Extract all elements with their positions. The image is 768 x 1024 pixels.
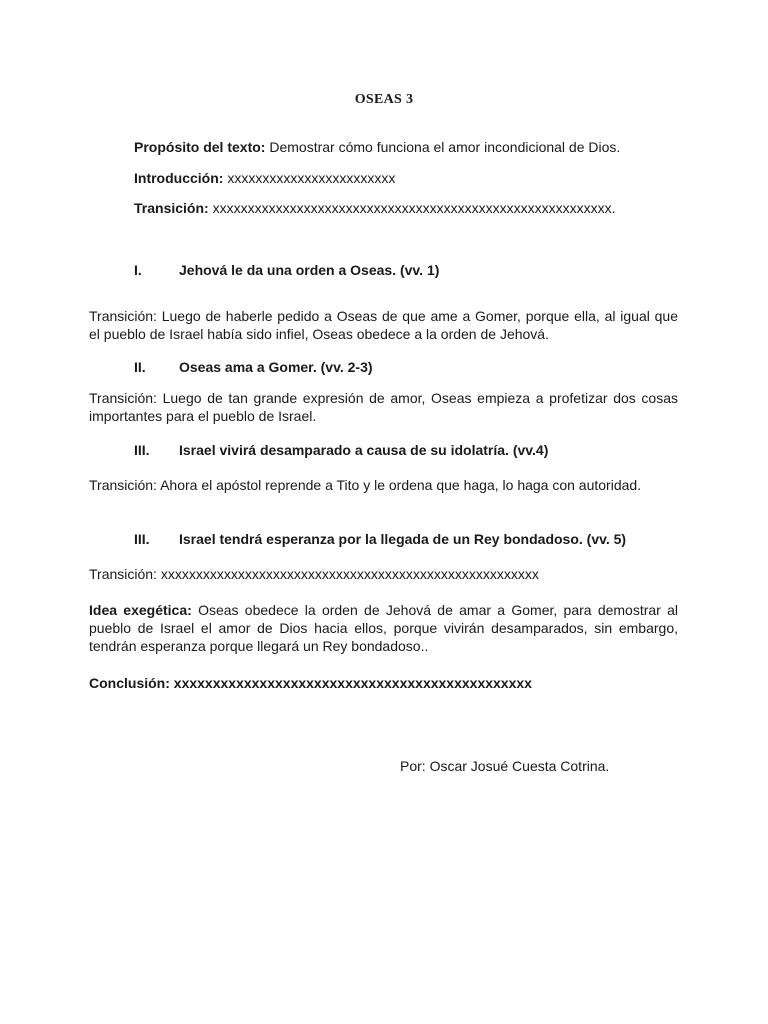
idea-text: Oseas obedece la orden de Jehová de amar a Gomer, para demostrar al pueblo de Israel el amor de Dios hacia ellos, porque vivirán desamparados, sin embargo, tendrán esperanza porque llegará un Rey bondadoso.. — [89, 602, 679, 654]
section-4-transition: Transición: xxxxxxxxxxxxxxxxxxxxxxxxxxxxxxxxxxxxxxxxxxxxxxxxxxxxxx — [89, 566, 539, 582]
introduccion-label: Introducción: — [134, 170, 224, 186]
section-4-heading — [134, 530, 626, 548]
section-1-transition: Transición: Luego de haberle pedido a Oseas de que ame a Gomer, porque ella, al igual que el pueblo de Israel había sido infiel, Oseas obedece a la orden de Jehová. — [89, 308, 678, 342]
idea-label: Idea exegética: — [89, 602, 192, 618]
section-1-heading — [134, 261, 439, 279]
section-3-title: Israel vivirá desamparado a causa de su idolatría. (vv.4) — [179, 442, 549, 458]
section-1-number: I. — [134, 262, 142, 278]
conclusion-label: Conclusión: — [89, 675, 170, 691]
proposito-text: Demostrar cómo funciona el amor incondicional de Dios. — [269, 139, 621, 155]
section-1-title: Jehová le da una orden a Oseas. (vv. 1) — [179, 262, 440, 278]
proposito-line — [134, 138, 620, 156]
section-3-heading — [134, 441, 548, 459]
section-2-number: II. — [134, 359, 146, 375]
conclusion-text: xxxxxxxxxxxxxxxxxxxxxxxxxxxxxxxxxxxxxxxxxxxxxx — [173, 675, 532, 691]
section-2-transition: Transición: Luego de tan grande expresión de amor, Oseas empieza a profetizar dos cosas importantes para el pueblo de Israel. — [89, 390, 678, 424]
proposito-label: Propósito del texto: — [134, 139, 266, 155]
document-title: OSEAS 3 — [354, 92, 414, 107]
section-4-number: III. — [134, 531, 150, 547]
section-3-number: III. — [134, 442, 150, 458]
section-2-title: Oseas ama a Gomer. (vv. 2-3) — [179, 359, 373, 375]
transicion-text: xxxxxxxxxxxxxxxxxxxxxxxxxxxxxxxxxxxxxxxxxxxxxxxxxxxxxxxxx. — [212, 200, 616, 216]
transicion-line — [134, 199, 615, 217]
conclusion-line — [89, 674, 532, 692]
section-3-transition: Transición: Ahora el apóstol reprende a Tito y le ordena que haga, lo haga con autoridad. — [89, 477, 642, 493]
author-signature: Por: Oscar Josué Cuesta Cotrina. — [400, 758, 610, 774]
idea-exegetica — [89, 601, 678, 655]
introduccion-text: xxxxxxxxxxxxxxxxxxxxxxxx — [227, 170, 396, 186]
transicion-label: Transición: — [134, 200, 209, 216]
section-4-title: Israel tendrá esperanza por la llegada de un Rey bondadoso. (vv. 5) — [179, 531, 627, 547]
introduccion-line — [134, 169, 395, 187]
section-2-heading — [134, 358, 373, 376]
